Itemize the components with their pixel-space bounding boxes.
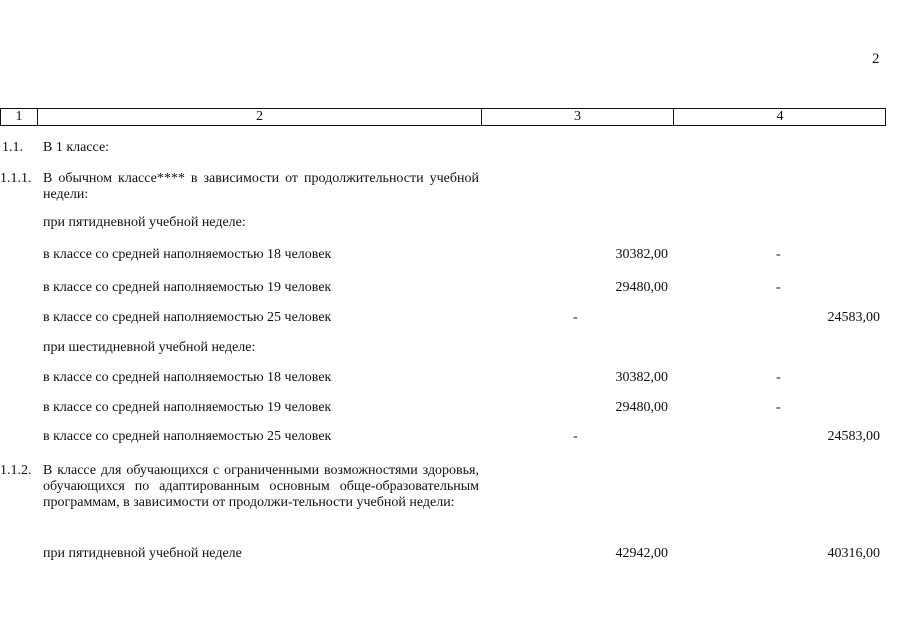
- row-label: в классе со средней наполняемостью 19 человек: [43, 280, 332, 295]
- row-label: при пятидневной учебной неделе:: [43, 215, 246, 230]
- value-col-4: -: [776, 247, 781, 262]
- value-col-3: 42942,00: [615, 546, 668, 561]
- value-col-3: -: [573, 429, 578, 444]
- row-label: при пятидневной учебной неделе: [43, 546, 242, 561]
- value-col-4: -: [776, 400, 781, 415]
- value-col-4: 40316,00: [827, 546, 880, 561]
- section-title: В 1 классе:: [43, 140, 110, 155]
- value-col-3: 29480,00: [615, 280, 668, 295]
- row-label: в классе со средней наполняемостью 18 человек: [43, 247, 332, 262]
- value-col-3: 29480,00: [615, 400, 668, 415]
- row-label: в классе со средней наполняемостью 25 человек: [43, 310, 332, 325]
- row-label: в классе со средней наполняемостью 18 человек: [43, 370, 332, 385]
- header-col-3: 3: [574, 109, 581, 124]
- value-col-4: -: [776, 370, 781, 385]
- table-header: [0, 108, 886, 126]
- section-number: 1.1.: [2, 140, 23, 155]
- value-col-3: 30382,00: [615, 247, 668, 262]
- value-col-4: -: [776, 280, 781, 295]
- page-number: 2: [872, 51, 880, 67]
- section-title: В классе для обучающихся с ограниченными возможностями здоровья, обучающихся по адаптированным основным обще-образовательным программам, в зависимости от продолжи-тельности учебной недели:: [43, 463, 479, 510]
- header-col-4: 4: [776, 109, 784, 124]
- value-col-4: 24583,00: [827, 429, 880, 444]
- section-number: 1.1.1.: [0, 171, 32, 186]
- header-col-2: 2: [256, 109, 263, 124]
- row-label: в классе со средней наполняемостью 19 человек: [43, 400, 332, 415]
- section-number: 1.1.2.: [0, 463, 32, 478]
- value-col-4: 24583,00: [827, 310, 880, 325]
- row-label: в классе со средней наполняемостью 25 человек: [43, 429, 332, 444]
- value-col-3: 30382,00: [615, 370, 668, 385]
- row-label: при шестидневной учебной неделе:: [43, 340, 256, 355]
- value-col-3: -: [573, 310, 578, 325]
- section-title: В обычном классе**** в зависимости от продолжительности учебной недели:: [43, 171, 479, 202]
- header-col-1: 1: [15, 109, 23, 124]
